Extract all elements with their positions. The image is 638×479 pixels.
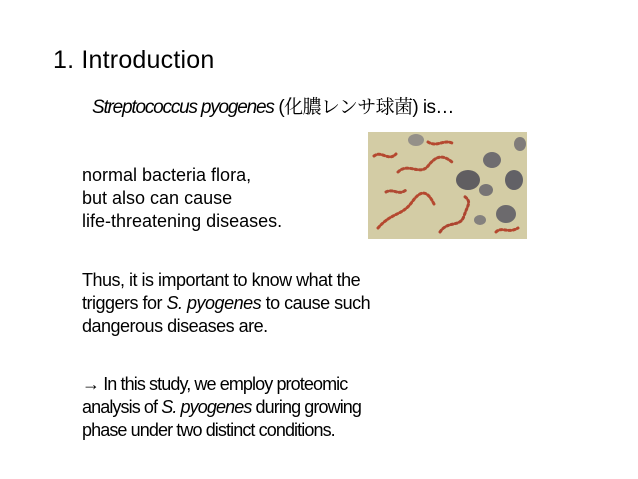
importance-line-2-b: to cause such (261, 293, 371, 313)
importance-line-2 (82, 292, 370, 315)
importance-line-1: Thus, it is important to know what the (82, 270, 361, 290)
species-name: S. pyogenes (161, 397, 252, 417)
streptococcus-micrograph (368, 132, 527, 239)
subtitle-organism: Streptococcus pyogenes (92, 97, 274, 118)
importance-line-3: dangerous diseases are. (82, 316, 268, 336)
description-line-3: life-threatening diseases. (82, 211, 283, 231)
study-block (82, 373, 361, 442)
species-name: S. pyogenes (166, 293, 262, 313)
importance-block (82, 269, 370, 338)
micrograph-image (368, 132, 527, 239)
description-block (82, 164, 282, 233)
study-line-2-a: analysis of (82, 397, 162, 417)
slide-subtitle (92, 92, 454, 119)
description-line-2: but also can cause (82, 188, 233, 208)
study-line-1: → In this study, we employ proteomic (82, 374, 348, 394)
slide-title: 1. Introduction (53, 46, 215, 74)
description-line-1: normal bacteria flora, (82, 165, 252, 185)
importance-line-2-a: triggers for (82, 293, 167, 313)
study-line-2 (82, 396, 361, 419)
subtitle-japanese: (化膿レンサ球菌) is… (273, 97, 454, 118)
study-line-2-b: during growing (251, 397, 362, 417)
study-line-3: phase under two distinct conditions. (82, 420, 335, 440)
